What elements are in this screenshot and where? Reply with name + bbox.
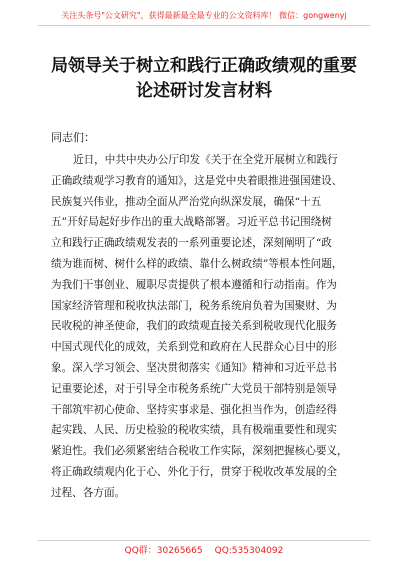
body-line: 近日，中共中央办公厅印发《关于在全党开展树立和践行 (73, 154, 338, 166)
body-line: 紧迫性。我们必须紧密结合税收工作实际，深刻把握核心要义， (51, 445, 348, 458)
salutation: 同志们： (51, 131, 95, 144)
header-promo-note: 关注头条号"公文研究"，获得最新最全最专业的公文资料库！ 微信：gongwenyj (61, 11, 347, 20)
body-line: 为我们干事创业、履职尽责提供了根本遵循和行动指南。作为 (51, 278, 338, 291)
footer-qq: QQ:535304092 (214, 546, 284, 556)
body-line: 正确政绩观学习教育的通知》，这是党中央着眼推进强国建设、 (51, 174, 343, 187)
body-line: 民收税的神圣使命，我们的政绩观直接关系到税收现代化服务 (51, 320, 338, 333)
body-line: 起实践、人民、历史检验的税收实绩，具有极端重要性和现实 (51, 424, 338, 437)
body-line: 五”开好局起好步作出的重大战略部署。习近平总书记围绕树 (51, 216, 332, 229)
footer-divider (38, 540, 370, 541)
header-divider (38, 25, 370, 26)
body-line: 立和践行正确政绩观发表的一系列重要论述，深刻阐明了“政 (51, 237, 332, 250)
body-line: 国家经济管理和税收执法部门，税务系统肩负着为国聚财、为 (51, 299, 338, 312)
body-line: 干部筑牢初心使命、坚持实事求是、强化担当作为，创造经得 (51, 403, 338, 416)
body-line: 民族复兴伟业，推动全面从严治党向纵深发展，确保“十五 (51, 195, 322, 208)
document-title-line-2: 论述研讨发言材料 (136, 81, 272, 101)
body-line: 象。深入学习领会、坚决贯彻落实《通知》精神和习近平总书 (51, 361, 338, 374)
body-line: 将正确政绩观内化于心、外化于行，贯穿于税收改革发展的全 (51, 465, 338, 478)
body-paragraph (51, 150, 369, 504)
body-line: 过程、各方面。 (51, 486, 126, 499)
document-title-line-1: 局领导关于树立和践行正确政绩观的重要 (51, 56, 357, 76)
body-line: 记重要论述，对于引导全市税务系统广大党员干部特别是领导 (51, 382, 338, 395)
footer-contact (0, 545, 408, 557)
body-line: 中国式现代化的成效，关系到党和政府在人民群众心目中的形 (51, 341, 338, 354)
body-line: 绩为谁而树、树什么样的政绩、靠什么树政绩”等根本性问题， (51, 257, 343, 270)
document-title (0, 54, 408, 104)
footer-qq-group: QQ群：30265665 (124, 546, 203, 556)
